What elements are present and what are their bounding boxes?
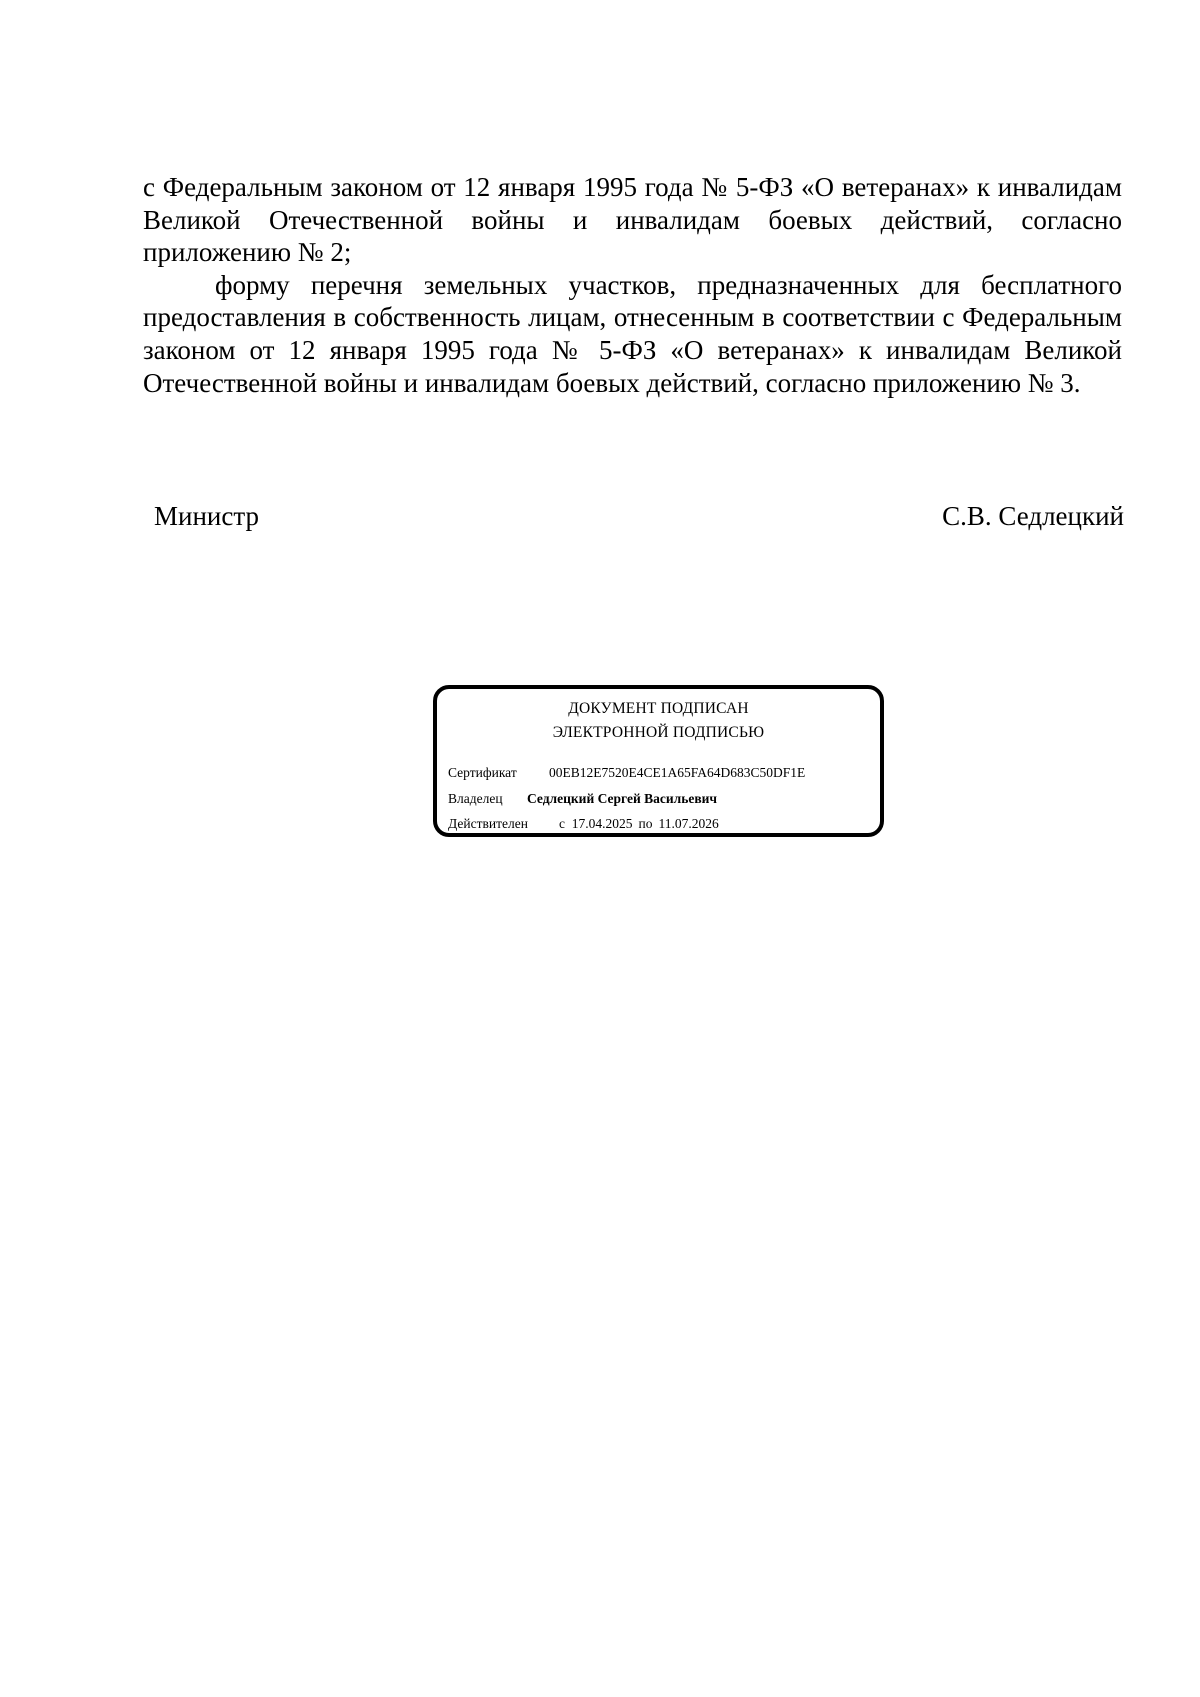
stamp-owner-row <box>448 791 717 807</box>
validity-label: Действителен <box>448 816 528 831</box>
owner-label: Владелец <box>448 791 503 806</box>
signatory-position: Министр <box>154 501 259 531</box>
stamp-title-line1: ДОКУМЕНТ ПОДПИСАН <box>568 700 749 717</box>
signature-block <box>154 500 1124 532</box>
stamp-validity-row <box>448 816 719 832</box>
document-body <box>143 171 1122 399</box>
paragraph-appendix-2: с Федеральным законом от 12 января 1995 года № 5-ФЗ «О ветеранах» к инвалидам Великой Отечественной войны и инвалидам боевых действий, согласно приложению № 2; <box>143 172 1122 268</box>
electronic-signature-stamp <box>433 685 884 837</box>
validity-from-word: с <box>559 816 565 831</box>
validity-to-word: по <box>638 816 653 831</box>
stamp-certificate-row <box>448 765 805 781</box>
validity-to-date: 11.07.2026 <box>658 816 719 831</box>
validity-from-date: 17.04.2025 <box>571 816 633 831</box>
certificate-value: 00EB12E7520E4CE1A65FA64D683C50DF1E <box>549 765 806 780</box>
certificate-label: Сертификат <box>448 765 517 780</box>
stamp-title-line2: ЭЛЕКТРОННОЙ ПОДПИСЬЮ <box>552 724 765 741</box>
paragraph-appendix-3: форму перечня земельных участков, предназначенных для бесплатного предоставления в собственность лицам, отнесенным в соответствии с Федеральным законом от 12 января 1995 года № 5-ФЗ «О ветеранах» к инвалидам Великой Отечественной войны и инвалидам боевых действий, согласно приложению № 3. <box>143 269 1122 398</box>
signatory-name: С.В. Седлецкий <box>942 501 1124 531</box>
owner-value: Седлецкий Сергей Васильевич <box>527 791 718 806</box>
